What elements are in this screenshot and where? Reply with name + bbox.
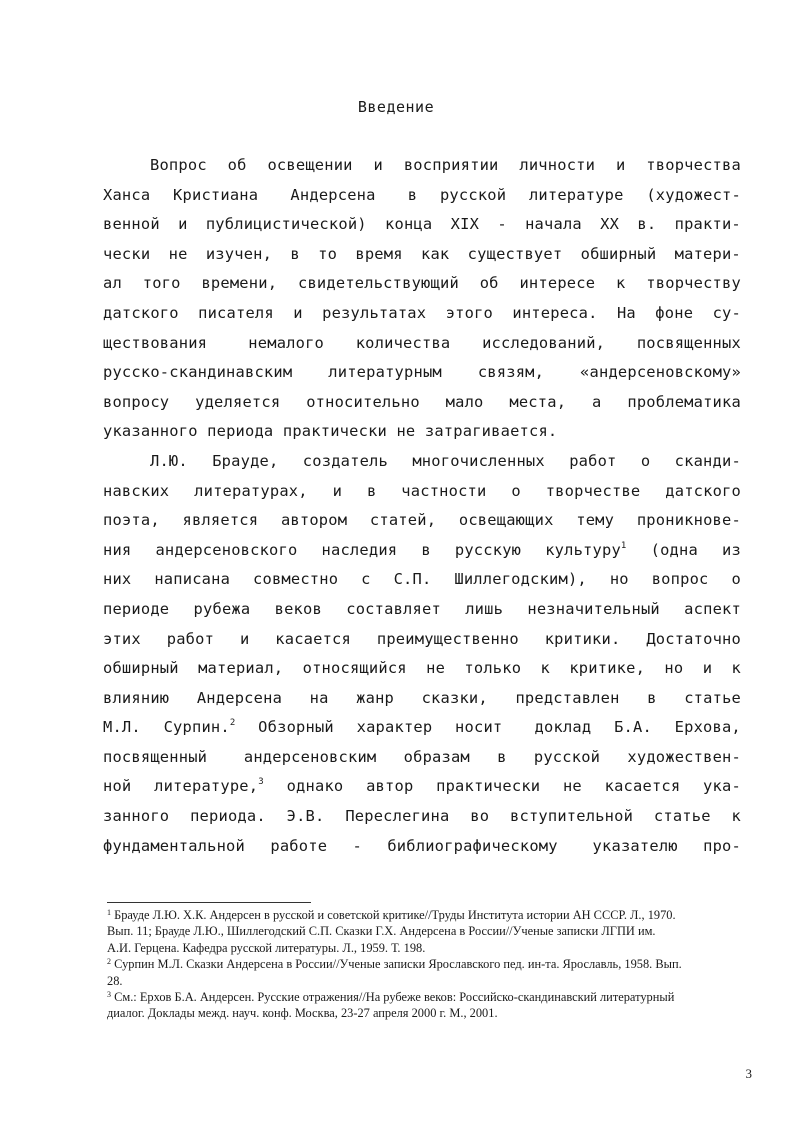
word: частности xyxy=(401,481,487,500)
word: (художест- xyxy=(646,185,741,204)
word: статье xyxy=(653,807,711,826)
word: но xyxy=(664,659,684,678)
page-number: 3 xyxy=(745,1066,752,1081)
word: результатах xyxy=(322,303,427,322)
word: русско-скандинавским xyxy=(103,363,293,382)
footnote-line xyxy=(107,923,747,939)
word: ния xyxy=(103,540,132,559)
word: проникнове- xyxy=(636,511,741,530)
word: мало xyxy=(445,392,484,411)
footnote-line xyxy=(107,940,747,956)
word: материал, xyxy=(198,659,284,678)
footnote-text: Вып. 11; Брауде Л.Ю., Шиллегодский С.П. Сказки Г.Х. Андерсена в России//Ученые записки ЛГПИ им. xyxy=(107,924,656,939)
word: сказки, xyxy=(421,688,488,707)
word: к xyxy=(616,274,626,293)
word: Кристиана xyxy=(173,185,259,204)
word: указанного xyxy=(103,422,208,441)
word: и xyxy=(373,156,383,174)
word: поэта, xyxy=(103,511,160,530)
word: но xyxy=(609,570,629,589)
word: русской xyxy=(533,747,601,766)
word: Андерсена xyxy=(280,185,376,204)
word: жанр xyxy=(356,688,395,707)
word: литературах, xyxy=(194,481,308,500)
word: многочисленных xyxy=(412,451,545,470)
word: работ xyxy=(569,451,617,470)
word: библиографическому xyxy=(387,836,558,855)
word: «андерсеновскому» xyxy=(580,363,741,382)
word: влиянию xyxy=(103,688,170,707)
word: а xyxy=(592,392,602,411)
body-line xyxy=(103,210,741,240)
word: критики. xyxy=(544,629,621,648)
body-line xyxy=(103,684,741,714)
word: к xyxy=(731,659,741,678)
word: характер xyxy=(356,718,433,737)
footnote-ref[interactable]: 2 xyxy=(229,718,236,729)
footnote-line xyxy=(107,907,747,923)
body-text xyxy=(103,151,741,861)
word: критике, xyxy=(569,659,646,678)
word: освещающих xyxy=(458,511,554,530)
body-line xyxy=(103,181,741,211)
body-line xyxy=(103,802,741,832)
footnote-line xyxy=(107,956,747,972)
word: об xyxy=(479,274,499,293)
word: периода xyxy=(207,422,283,441)
word: Брауде, xyxy=(212,451,279,470)
word: литературе,$^3$ xyxy=(154,777,264,796)
word: не xyxy=(168,244,188,263)
word: Сурпин.$^2$ xyxy=(163,718,236,737)
word: места, xyxy=(509,392,567,411)
word: статей, xyxy=(369,511,437,530)
word: проблематика xyxy=(627,392,741,411)
word: венной xyxy=(103,215,160,234)
body-line xyxy=(103,358,741,388)
footnote-ref[interactable]: 1 xyxy=(620,540,627,551)
word: андерсеновского xyxy=(155,540,298,559)
word: тему xyxy=(576,511,615,530)
word: существует xyxy=(467,244,563,263)
word: в xyxy=(366,481,377,500)
word: из xyxy=(722,540,741,559)
word: как xyxy=(420,244,450,263)
word: касается xyxy=(275,629,351,648)
body-line xyxy=(103,151,741,181)
word: наследия xyxy=(321,540,398,559)
word: андерсеновским xyxy=(234,747,377,766)
word: с xyxy=(361,570,371,589)
word: носит xyxy=(455,718,503,737)
word: Переслегина xyxy=(345,807,450,826)
word: литературным xyxy=(328,363,442,382)
word: писателя xyxy=(198,303,274,322)
footnotes xyxy=(107,907,747,1022)
word: изучен, xyxy=(205,244,273,263)
body-line xyxy=(103,477,741,507)
word: чески xyxy=(103,244,151,263)
word: про- xyxy=(703,836,741,855)
word: ал xyxy=(103,274,122,293)
word: рубежа xyxy=(193,599,251,618)
word: них xyxy=(103,570,132,589)
word: - xyxy=(352,836,362,855)
word: преимущественно xyxy=(376,629,519,648)
word: в xyxy=(290,244,300,263)
word: аспект xyxy=(684,599,741,618)
word: периода. xyxy=(190,807,266,826)
word: сканди- xyxy=(674,451,741,470)
word: конца xyxy=(385,215,433,234)
word: этого xyxy=(445,303,493,322)
word: личности xyxy=(519,156,596,174)
word: о xyxy=(731,570,741,589)
body-line xyxy=(103,447,741,477)
word: на xyxy=(309,688,329,707)
body-line xyxy=(103,832,741,862)
body-line xyxy=(103,595,741,625)
word: посвященный xyxy=(103,747,208,766)
word: во xyxy=(470,807,490,826)
word: время xyxy=(355,244,403,263)
word: занного xyxy=(103,807,170,826)
word: и xyxy=(293,303,303,322)
word: ществования xyxy=(103,333,208,352)
word: датского xyxy=(665,481,741,500)
footnote-ref[interactable]: 3 xyxy=(258,777,264,788)
word: Вопрос xyxy=(150,156,207,174)
word: того xyxy=(142,274,181,293)
word: и xyxy=(239,629,250,648)
word: автором xyxy=(280,511,348,530)
word: и xyxy=(702,659,713,678)
word: интересе xyxy=(519,274,596,293)
word: су- xyxy=(712,303,741,322)
word: Л.Ю. xyxy=(150,451,188,470)
word: - xyxy=(497,215,507,234)
footnote-number: 1 xyxy=(107,908,111,917)
word: освещении xyxy=(267,156,353,174)
word: в xyxy=(647,688,657,707)
word: веков xyxy=(274,599,322,618)
footnote-text: Брауде Л.Ю. Х.К. Андерсен в русской и советской критике//Труды Института истории АН СССР. Л., 1970. xyxy=(114,908,676,922)
word: Э.В. xyxy=(286,807,325,826)
footnote-line xyxy=(107,1005,747,1021)
word: практически xyxy=(282,422,397,441)
word: и xyxy=(178,215,188,234)
word: обширный xyxy=(580,244,657,263)
word: к xyxy=(731,807,741,826)
word: культуру$^1$ xyxy=(545,540,627,559)
word: и xyxy=(332,481,343,500)
word: навских xyxy=(103,481,170,500)
word: русскую xyxy=(454,540,522,559)
word: ука- xyxy=(703,777,741,796)
word: Б.А. xyxy=(614,718,652,737)
word: Достаточно xyxy=(646,629,741,648)
word: Ханса xyxy=(103,185,151,204)
word: является xyxy=(182,511,259,530)
word: фоне xyxy=(655,303,694,322)
word: то xyxy=(318,244,338,263)
footnote-text: 28. xyxy=(107,973,123,988)
word: фундаментальной xyxy=(103,836,245,855)
body-line xyxy=(103,625,741,655)
word: работе xyxy=(270,836,328,855)
word: совместно xyxy=(253,570,339,589)
word: затрагивается. xyxy=(424,422,558,441)
word: немалого xyxy=(238,333,325,352)
word: публицистической) xyxy=(205,215,367,234)
word: художествен- xyxy=(627,747,741,766)
word: касается xyxy=(604,777,681,796)
footnote-text: диалог. Доклады межд. науч. конф. Москва, 23-27 апреля 2000 г. М., 2001. xyxy=(107,1006,498,1021)
word: уделяется xyxy=(195,392,281,411)
word: не xyxy=(562,777,582,796)
word: свидетельствующий xyxy=(297,274,459,293)
body-line xyxy=(103,536,741,566)
word: интереса. xyxy=(512,303,598,322)
word: образам xyxy=(403,747,470,766)
footnote-text: См.: Ерхов Б.А. Андерсен. Русские отражения//На рубеже веков: Российско-скандинавский литературный xyxy=(114,989,675,1004)
word: периоде xyxy=(103,599,170,618)
word: этих xyxy=(103,629,141,648)
word: Андерсена xyxy=(196,688,283,707)
word: посвященных xyxy=(636,333,741,352)
body-line xyxy=(103,388,741,418)
word: датского xyxy=(103,303,179,322)
word: относительно xyxy=(306,392,420,411)
word: вопросу xyxy=(103,392,170,411)
word: составляет xyxy=(346,599,441,618)
word: лишь xyxy=(465,599,504,618)
word: практи- xyxy=(674,215,741,234)
word: не xyxy=(426,659,446,678)
word: незначительный xyxy=(527,599,660,618)
word: о xyxy=(511,481,521,500)
footnote-line xyxy=(107,989,747,1005)
word: количества xyxy=(355,333,451,352)
word: времени, xyxy=(201,274,278,293)
word: начала xyxy=(525,215,582,234)
word: практически xyxy=(436,777,541,796)
footnote-number: 3 xyxy=(107,989,111,999)
footnote-divider xyxy=(107,902,311,903)
word: обширный xyxy=(103,659,179,678)
word: связям, xyxy=(477,363,545,382)
word: творчества xyxy=(646,156,741,174)
word: представлен xyxy=(515,688,620,707)
body-line xyxy=(103,506,741,536)
word: однако xyxy=(286,777,344,796)
word: Шиллегодским), xyxy=(454,570,587,589)
word: написана xyxy=(154,570,231,589)
word: доклад xyxy=(525,718,592,737)
word: указателю xyxy=(583,836,678,855)
body-line xyxy=(103,299,741,329)
footnote-text: Сурпин М.Л. Сказки Андерсена в России//Ученые записки Ярославского пед. ин-та. Ярославль, 1958. Вып. xyxy=(114,957,682,972)
word: (одна xyxy=(650,540,698,559)
footnote-line xyxy=(107,973,747,989)
word: вступительной xyxy=(510,807,634,826)
body-line xyxy=(103,565,741,595)
word: матери- xyxy=(674,244,741,263)
body-line xyxy=(103,654,741,684)
word: автор xyxy=(366,777,414,796)
word: С.П. xyxy=(393,570,432,589)
word: На xyxy=(616,303,636,322)
word: работ xyxy=(166,629,215,648)
word: и xyxy=(615,156,626,174)
word: вопрос xyxy=(651,570,709,589)
body-line xyxy=(103,713,741,743)
body-line xyxy=(103,417,741,447)
word: в xyxy=(421,540,431,559)
body-line xyxy=(103,269,741,299)
word: XIX xyxy=(450,215,480,234)
word: в. xyxy=(637,215,657,234)
footnote-text: А.И. Герцена. Кафедра русской литературы. Л., 1959. Т. 198. xyxy=(107,940,426,955)
word: XX xyxy=(600,215,620,234)
word: Обзорный xyxy=(258,718,334,737)
word: о xyxy=(640,451,651,470)
word: в xyxy=(398,185,418,204)
word: восприятии xyxy=(403,156,499,174)
body-line xyxy=(103,772,741,802)
word: статье xyxy=(684,688,741,707)
word: к xyxy=(540,659,550,678)
footnote-number: 2 xyxy=(107,957,111,967)
word: литературе xyxy=(528,185,624,204)
body-line xyxy=(103,743,741,773)
word: относящийся xyxy=(302,659,407,678)
word: только xyxy=(464,659,522,678)
word: творчеству xyxy=(646,274,741,293)
word: в xyxy=(497,747,507,766)
word: М.Л. xyxy=(103,718,141,737)
word: не xyxy=(396,422,425,441)
word: исследований, xyxy=(482,333,606,352)
word: ной xyxy=(103,777,132,796)
body-line xyxy=(103,329,741,359)
word: творчестве xyxy=(545,481,641,500)
word: создатель xyxy=(302,451,388,470)
word: русской xyxy=(439,185,507,204)
word: Ерхова, xyxy=(674,718,741,737)
body-line xyxy=(103,240,741,270)
page-heading: Введение xyxy=(357,98,435,116)
word: об xyxy=(227,156,247,174)
